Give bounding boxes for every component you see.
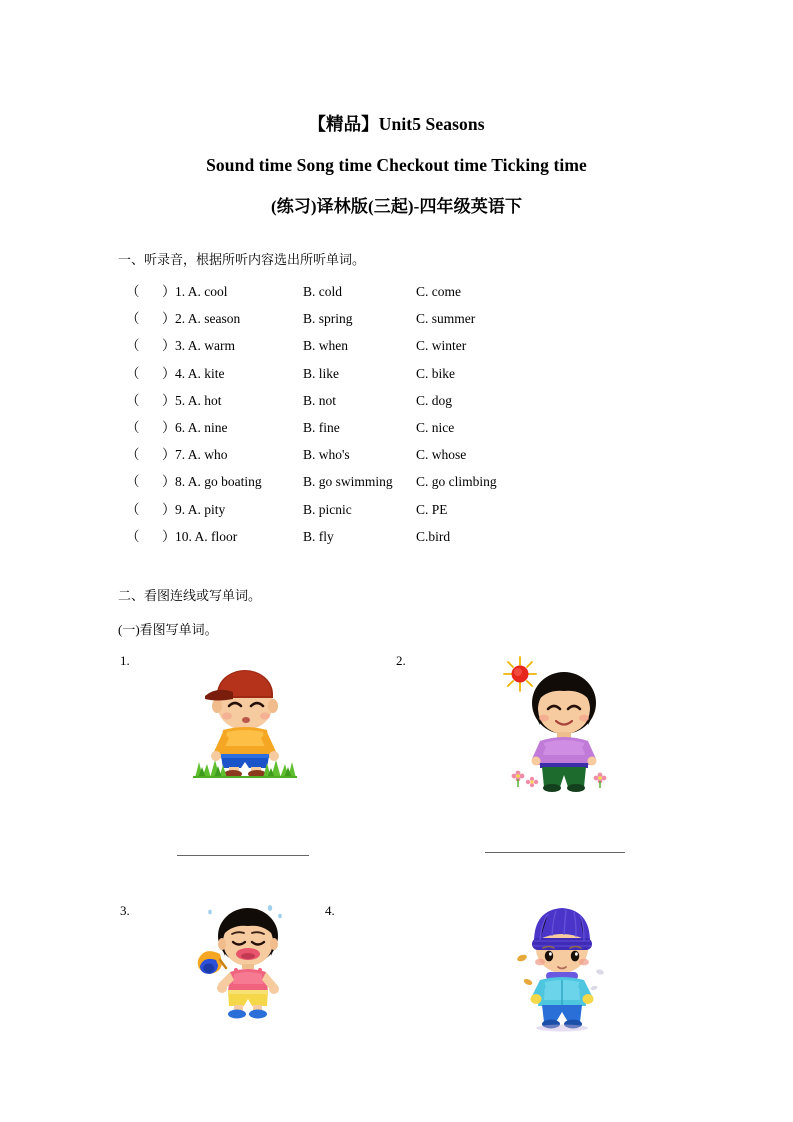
listening-question-row xyxy=(118,305,678,332)
question-option-a[interactable]: 6. A. nine xyxy=(175,419,228,435)
listening-question-row xyxy=(118,468,678,495)
question-option-a[interactable]: 2. A. season xyxy=(175,311,241,327)
picture-item-number-2: 2. xyxy=(396,653,406,668)
listening-question-row xyxy=(118,523,678,550)
girl-with-fan-picture xyxy=(192,902,300,1020)
question-option-c[interactable]: C. nice xyxy=(416,419,455,435)
listening-question-row xyxy=(118,278,678,305)
question-option-c[interactable]: C. summer xyxy=(416,311,476,327)
question-option-a[interactable]: 10. A. floor xyxy=(175,528,238,544)
answer-bracket-open[interactable]: （ xyxy=(126,474,140,490)
question-option-b[interactable]: B. not xyxy=(303,392,337,408)
title-line-3: (练习)译林版(三起)-四年级英语下 xyxy=(270,197,523,216)
listening-question-list xyxy=(118,278,678,550)
answer-bracket-close[interactable]: ） xyxy=(162,365,176,381)
answer-bracket-open[interactable]: （ xyxy=(126,284,140,299)
question-option-c[interactable]: C. winter xyxy=(416,338,467,354)
picture-item-number-3: 3. xyxy=(120,903,130,918)
question-option-b[interactable]: B. fine xyxy=(303,419,340,435)
title-line-2: Sound time Song time Checkout time Ticking time xyxy=(206,155,587,175)
question-option-a[interactable]: 3. A. warm xyxy=(175,338,235,354)
question-option-a[interactable]: 1. A. cool xyxy=(175,284,228,299)
question-option-c[interactable]: C. whose xyxy=(416,447,467,463)
question-option-b[interactable]: B. when xyxy=(303,338,348,354)
answer-bracket-close[interactable]: ） xyxy=(162,419,176,435)
answer-bracket-close[interactable]: ） xyxy=(162,447,176,463)
question-option-c[interactable]: C.bird xyxy=(416,528,451,544)
answer-bracket-open[interactable]: （ xyxy=(126,501,140,517)
picture-item-number-4: 4. xyxy=(325,903,335,918)
answer-bracket-close[interactable]: ） xyxy=(162,338,176,354)
question-option-c[interactable]: C. bike xyxy=(416,365,455,381)
question-option-b[interactable]: B. cold xyxy=(303,284,342,299)
section-two-subheading: (一)看图写单词。 xyxy=(118,622,218,637)
boy-on-grass-picture xyxy=(193,666,297,778)
question-option-a[interactable]: 9. A. pity xyxy=(175,501,226,517)
answer-bracket-open[interactable]: （ xyxy=(126,392,140,408)
question-option-c[interactable]: C. PE xyxy=(416,501,448,517)
section-one-heading: 一、听录音，根据所听内容选出所听单词。 xyxy=(118,252,366,267)
section-two-heading: 二、看图连线或写单词。 xyxy=(118,588,262,603)
question-option-c[interactable]: C. dog xyxy=(416,392,453,408)
question-option-a[interactable]: 8. A. go boating xyxy=(175,474,262,490)
answer-bracket-close[interactable]: ） xyxy=(162,284,176,299)
answer-bracket-close[interactable]: ） xyxy=(162,392,176,408)
answer-bracket-open[interactable]: （ xyxy=(126,338,140,354)
child-in-winter-hat-picture xyxy=(512,900,612,1032)
question-option-b[interactable]: B. like xyxy=(303,365,339,381)
question-option-c[interactable]: C. go climbing xyxy=(416,474,497,490)
listening-question-row xyxy=(118,360,678,387)
question-option-b[interactable]: B. go swimming xyxy=(303,474,393,490)
question-option-b[interactable]: B. spring xyxy=(303,311,353,327)
question-option-a[interactable]: 5. A. hot xyxy=(175,392,222,408)
question-option-b[interactable]: B. fly xyxy=(303,528,334,544)
answer-bracket-close[interactable]: ） xyxy=(162,528,176,544)
answer-blank-line-2[interactable] xyxy=(485,852,625,853)
listening-question-row xyxy=(118,496,678,523)
answer-bracket-open[interactable]: （ xyxy=(126,528,140,544)
answer-bracket-open[interactable]: （ xyxy=(126,419,140,435)
question-option-a[interactable]: 4. A. kite xyxy=(175,365,225,381)
listening-question-row xyxy=(118,387,678,414)
question-option-c[interactable]: C. come xyxy=(416,284,461,299)
listening-question-row xyxy=(118,414,678,441)
answer-bracket-close[interactable]: ） xyxy=(162,501,176,517)
answer-bracket-close[interactable]: ） xyxy=(162,474,176,490)
question-option-b[interactable]: B. picnic xyxy=(303,501,352,517)
document-title-block xyxy=(110,104,683,227)
question-option-b[interactable]: B. who's xyxy=(303,447,350,463)
answer-bracket-open[interactable]: （ xyxy=(126,447,140,463)
answer-bracket-close[interactable]: ） xyxy=(162,311,176,327)
listening-question-row xyxy=(118,332,678,359)
picture-item-number-1: 1. xyxy=(120,653,130,668)
title-line-1: 【精品】Unit5 Seasons xyxy=(308,114,485,134)
girl-with-sun-picture xyxy=(502,655,612,793)
answer-blank-line-1[interactable] xyxy=(177,855,309,856)
answer-bracket-open[interactable]: （ xyxy=(126,365,140,381)
question-option-a[interactable]: 7. A. who xyxy=(175,447,228,463)
answer-bracket-open[interactable]: （ xyxy=(126,311,140,327)
listening-question-row xyxy=(118,441,678,468)
